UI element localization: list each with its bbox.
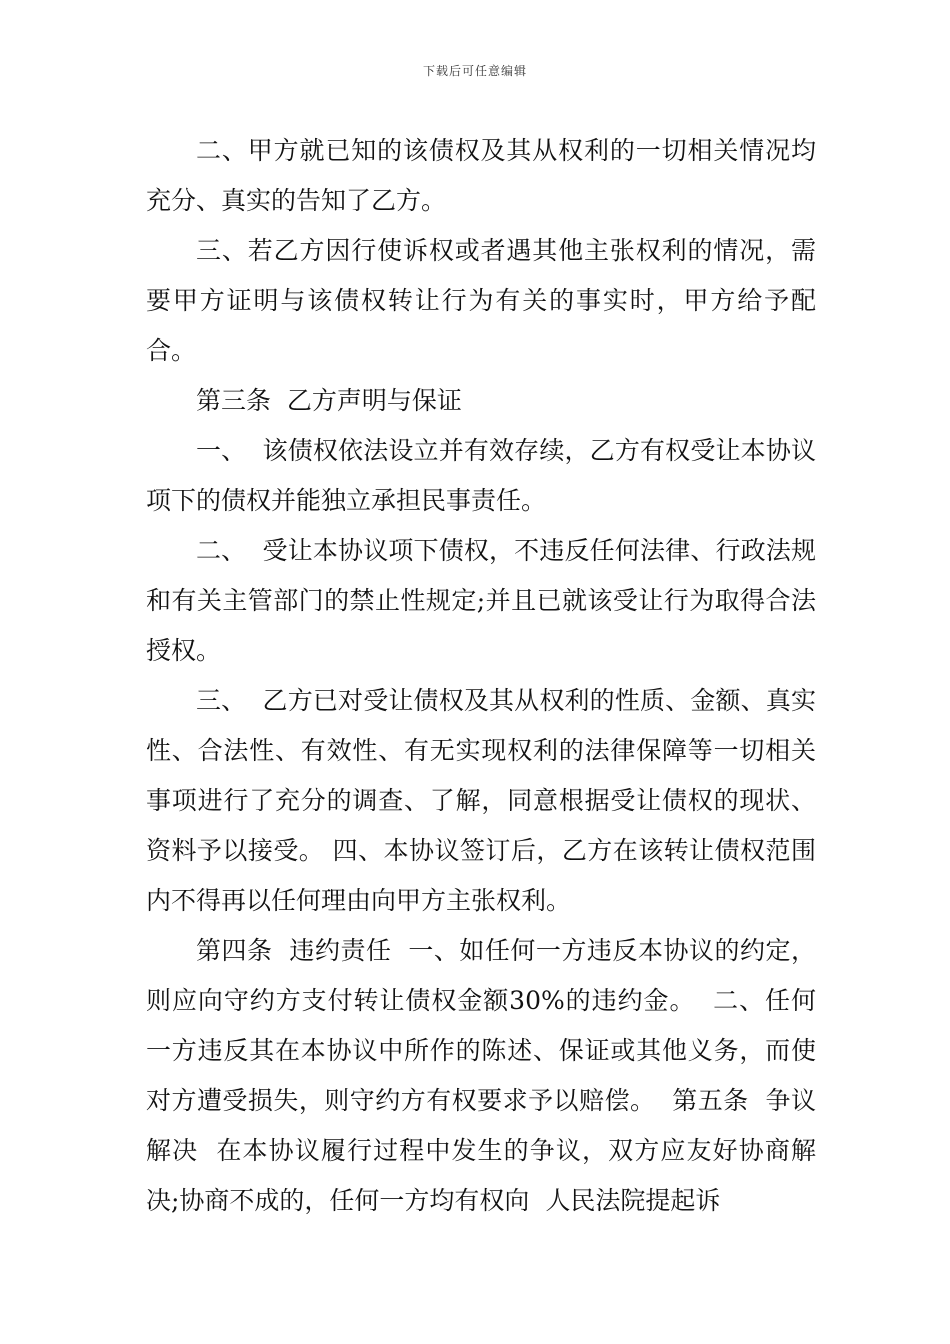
- article-3-heading: 第三条 乙方声明与保证: [196, 386, 462, 415]
- paragraph-clause-3-1: 一、 该债权依法设立并有效存续，乙方有权受让本协议项下的债权并能独立承担民事责任。: [146, 436, 816, 515]
- paragraph-clause-2-2: 二、甲方就已知的该债权及其从权利的一切相关情况均充分、真实的告知了乙方。: [146, 136, 816, 215]
- document-body: [146, 126, 816, 1226]
- paragraph-clause-3-2: 二、 受让本协议项下债权，不违反任何法律、行政法规和有关主管部门的禁止性规定;并且已就该受让行为取得合法授权。: [146, 536, 816, 665]
- paragraph-article-4-5: 第四条 违约责任 一、如任何一方违反本协议的约定，则应向守约方支付转让债权金额30%的违约金。 二、任何一方违反其在本协议中所作的陈述、保证或其他义务，而使对方遭受损失，则守约方有权要求予以赔偿。 第五条 争议解决 在本协议履行过程中发生的争议，双方应友好协商解决;协商不成的，任何一方均有权向 人民法院提起诉: [146, 936, 816, 1215]
- page-header: 下载后可任意编辑: [422, 64, 527, 78]
- paragraph-clause-3-3: 三、 乙方已对受让债权及其从权利的性质、金额、真实性、合法性、有效性、有无实现权利的法律保障等一切相关事项进行了充分的调查、了解，同意根据受让债权的现状、资料予以接受。 四、本协议签订后，乙方在该转让债权范围内不得再以任何理由向甲方主张权利。: [146, 686, 816, 915]
- paragraph-clause-2-3: 三、若乙方因行使诉权或者遇其他主张权利的情况，需要甲方证明与该债权转让行为有关的事实时，甲方给予配合。: [146, 236, 816, 365]
